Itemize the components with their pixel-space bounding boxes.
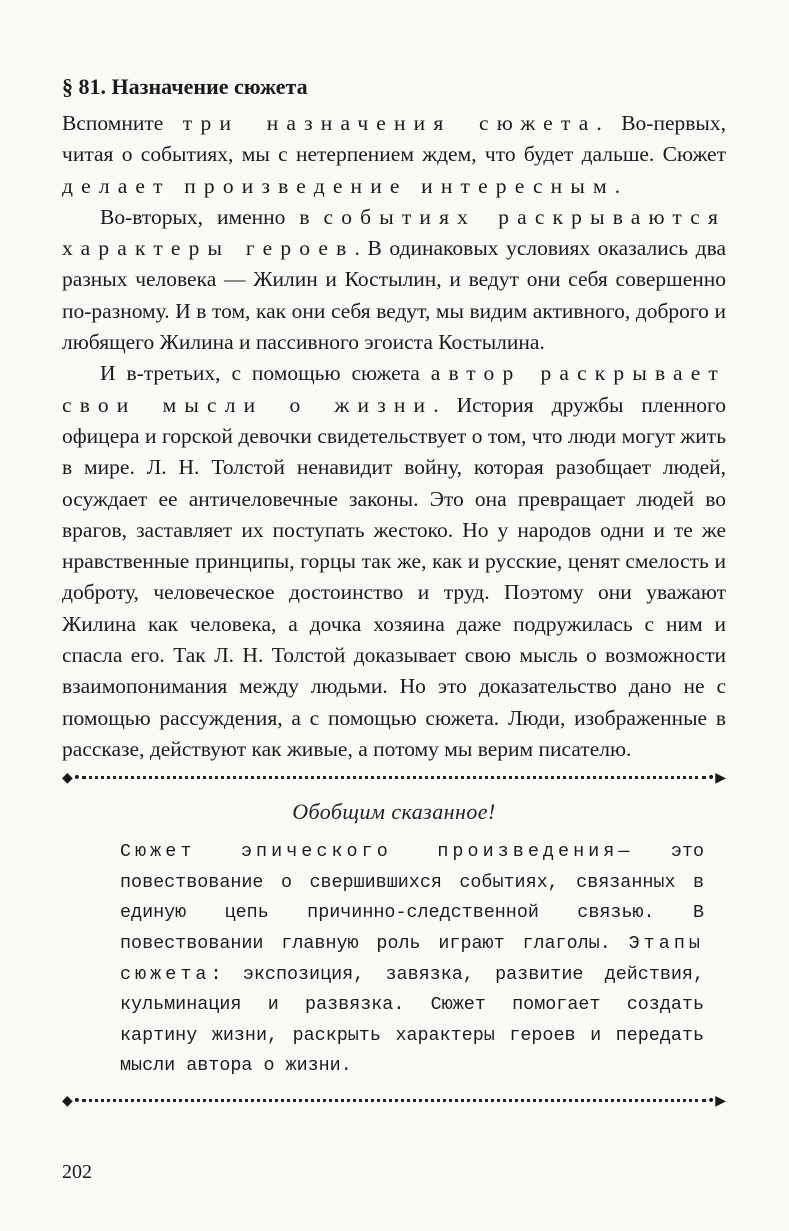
text: И в-третьих, с помощью сюжета [100,361,431,386]
paragraph-3 [62,358,726,765]
text: . История дружбы пленного офицера и горской девочки свидетельствует о том, что люди могут жить в мире. Л. Н. Толстой ненавидит войну, которая разобщает людей, осуждает ее античеловечные законы. Это она превращает людей во врагов, заставляет их поступать жестоко. Но у народов одни и те же нравственные принципы, горцы так же, как и русские, ценят смелость и доброту, человеческое достоинство и труд. Поэтому они уважают Жилина как человека, а дочка хозяина даже подружилась с ним и спасла его. Так Л. Н. Толстой доказывает свою мысль о возможности взаимопонимания между людьми. Но это доказательство дано не с помощью рассуждения, а с помощью сюжета. Люди, изображенные в рассказе, действуют как живые, а потому мы верим писателю. [62,392,727,761]
paragraph-2 [62,202,726,358]
page-number: 202 [62,1161,92,1183]
paragraph-1 [62,108,726,202]
page-body [62,72,726,1108]
spaced-emphasis: Сюжет эпического произведения [120,841,619,863]
divider-ornament-left-icon: ◆• [62,770,82,787]
dotted-rule [82,1099,706,1102]
summary-heading: Обобщим сказанное! [292,799,496,825]
summary-box [120,837,704,1082]
dotted-rule [82,776,706,779]
spaced-emphasis: автор раскрывает свои мысли о жизни [62,361,726,417]
text: Вспомните [62,111,183,135]
spaced-emphasis: делает произведение интересным [62,173,615,198]
spaced-emphasis: три назначения сюжета [182,111,597,135]
spaced-emphasis: событиях раскрываются характеры героев [62,204,727,261]
spaced-emphasis: Этапы сюжета [120,933,704,985]
text: . Во-первых, читая о событиях, мы с нетерпением ждем, что будет дальше. Сюжет [62,111,726,167]
divider-ornament-right-icon: •▶ [706,770,726,787]
ornamental-divider-top [62,771,726,785]
text: : экспозиция, завязка, развитие действия, кульминация и развязка. Сюжет помогает создать картину жизни, раскрыть характеры героев и передать мысли автора о жизни. [120,963,704,1077]
divider-ornament-left-icon: ◆• [62,1092,82,1109]
text: — это повествование о свершившихся событиях, связанных в единую цепь причинно-следственной связью. В повествовании главную роль играют глаголы. [120,841,704,955]
text: Во-вторых, именно в [100,204,324,229]
divider-ornament-right-icon: •▶ [706,1092,726,1109]
ornamental-divider-bottom [62,1094,726,1108]
text: . [614,173,621,198]
section-title: § 81. Назначение сюжета [62,74,308,99]
text: . В одинаковых условиях оказались два разных человека — Жилин и Костылин, и ведут они себя совершенно по-разному. И в том, как они себя ведут, мы видим активного, доброго и любящего Жилина и пассивного эгоиста Костылина. [62,236,726,355]
